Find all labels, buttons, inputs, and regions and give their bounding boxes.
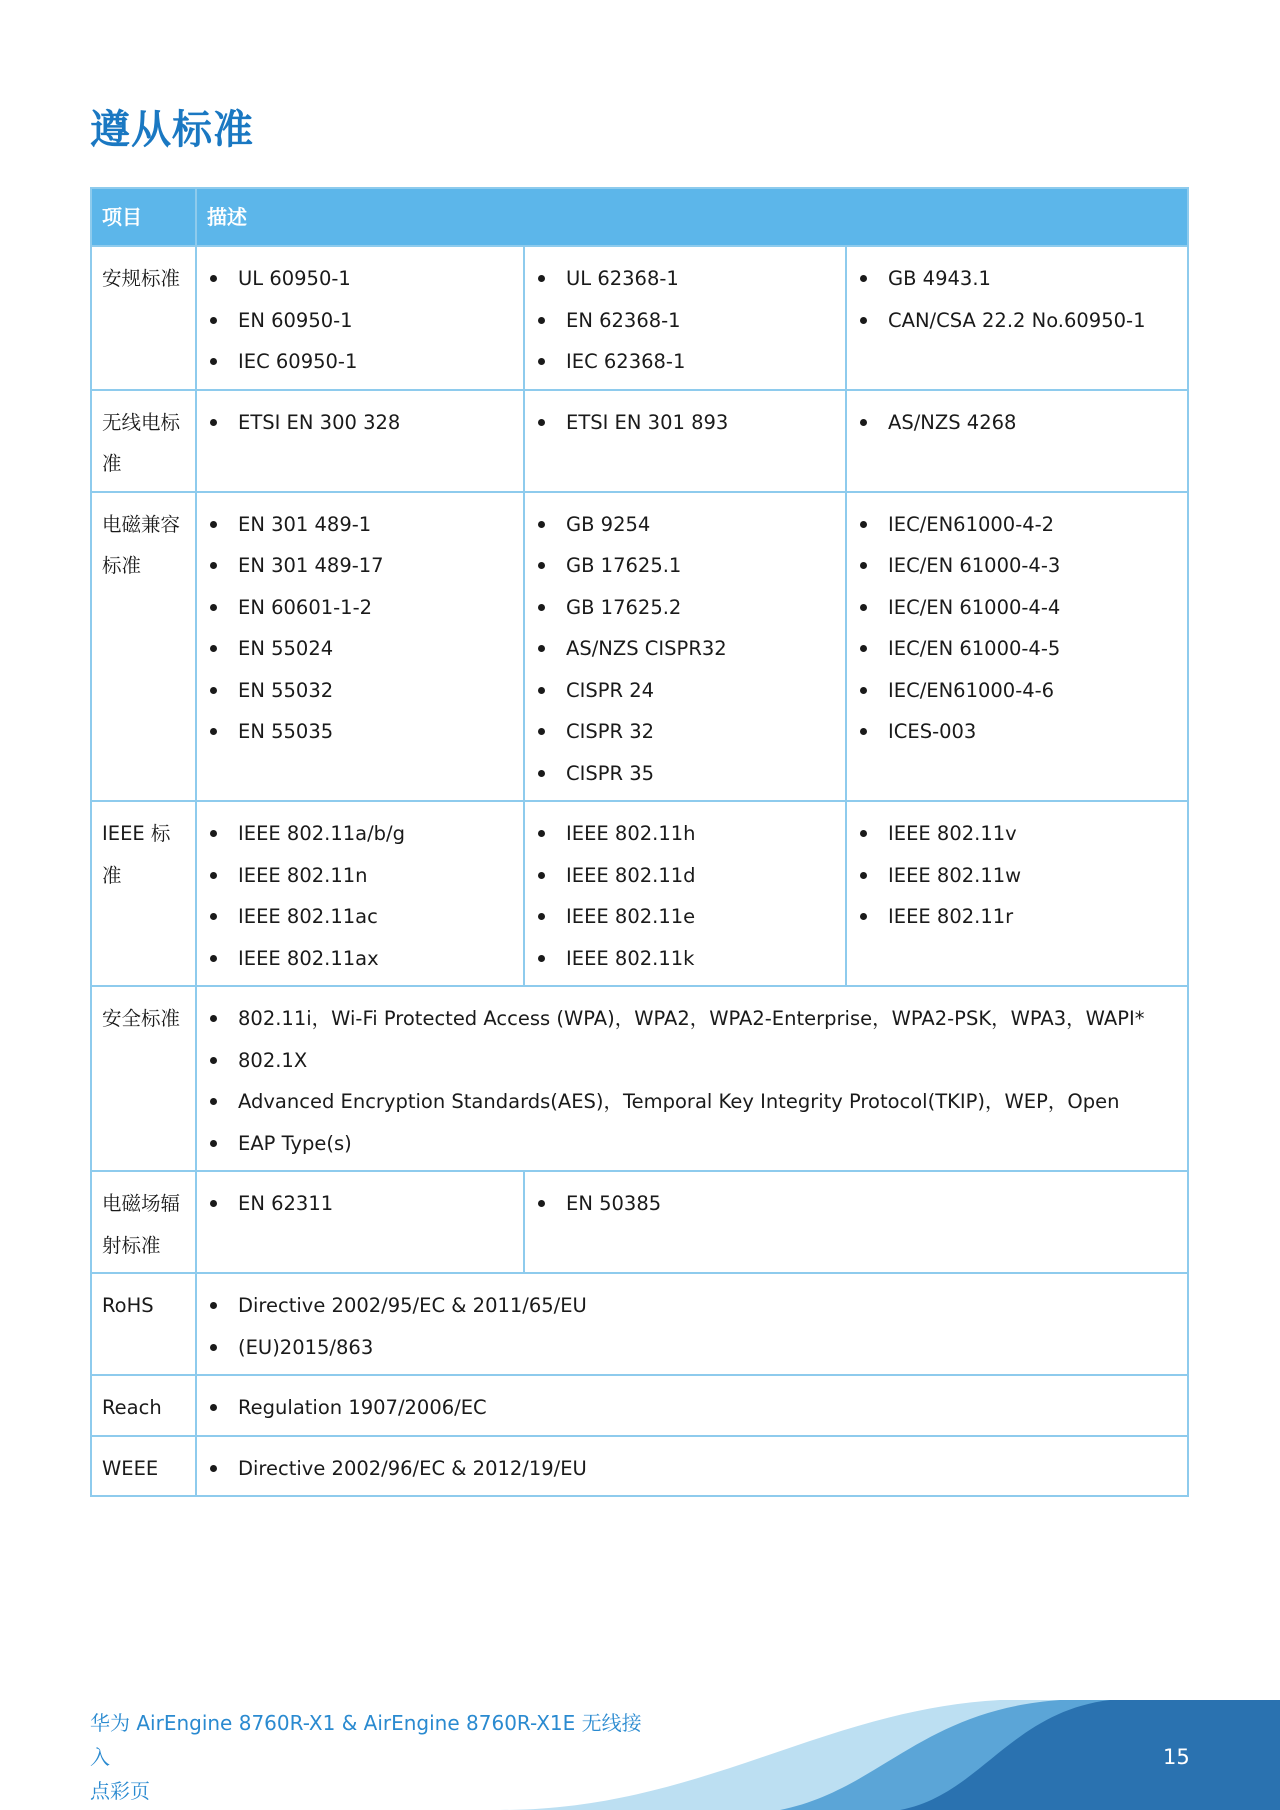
footer-doc-title xyxy=(90,1706,650,1808)
table-row xyxy=(91,1375,1188,1436)
cell xyxy=(846,492,1188,802)
list-item: EN 62311 xyxy=(207,1183,513,1225)
cell xyxy=(196,1273,1188,1375)
page-title: 遵从标准 xyxy=(90,107,254,153)
list-item: IEC 62368-1 xyxy=(535,341,835,383)
row-label: 电磁兼容标准 xyxy=(91,492,196,802)
table-row xyxy=(91,390,1188,492)
list-item: IEC/EN 61000-4-5 xyxy=(857,628,1177,670)
list-item: IEC/EN61000-4-2 xyxy=(857,504,1177,546)
row-label: 电磁场辐射标准 xyxy=(91,1171,196,1273)
header-item: 项目 xyxy=(91,188,196,246)
list-item: IEEE 802.11ax xyxy=(207,938,513,980)
list-item: EN 55024 xyxy=(207,628,513,670)
cell xyxy=(846,246,1188,390)
list-item: Directive 2002/95/EC & 2011/65/EU xyxy=(207,1285,1177,1327)
list-item: ICES-003 xyxy=(857,711,1177,753)
table-row xyxy=(91,1171,1188,1273)
row-label: 安规标准 xyxy=(91,246,196,390)
cell xyxy=(196,1375,1188,1436)
cell xyxy=(196,1436,1188,1497)
list-item: AS/NZS 4268 xyxy=(857,402,1177,444)
list-item: EN 55032 xyxy=(207,670,513,712)
row-label: 安全标准 xyxy=(91,986,196,1171)
list-item: IEC/EN 61000-4-4 xyxy=(857,587,1177,629)
table-row xyxy=(91,492,1188,802)
cell xyxy=(196,390,524,492)
list-item: CISPR 24 xyxy=(535,670,835,712)
cell xyxy=(524,801,846,986)
list-item: Directive 2002/96/EC & 2012/19/EU xyxy=(207,1448,1177,1490)
cell xyxy=(196,246,524,390)
table-header-row xyxy=(91,188,1188,246)
cell xyxy=(196,801,524,986)
list-item: EN 60950-1 xyxy=(207,300,513,342)
list-item: EN 55035 xyxy=(207,711,513,753)
list-item: ETSI EN 300 328 xyxy=(207,402,513,444)
list-item: IEC/EN 61000-4-3 xyxy=(857,545,1177,587)
list-item: EAP Type(s) xyxy=(207,1123,1177,1165)
list-item: 802.11i，Wi-Fi Protected Access (WPA)，WPA2，WPA2-Enterprise，WPA2-PSK，WPA3，WAPI* xyxy=(207,998,1177,1040)
list-item: EN 50385 xyxy=(535,1183,1177,1225)
footer-line-2: 点彩页 xyxy=(90,1779,150,1803)
list-item: IEEE 802.11e xyxy=(535,896,835,938)
row-label: WEEE xyxy=(91,1436,196,1497)
cell xyxy=(524,390,846,492)
list-item: CAN/CSA 22.2 No.60950-1 xyxy=(857,300,1177,342)
cell xyxy=(524,246,846,390)
list-item: CISPR 35 xyxy=(535,753,835,795)
list-item: UL 60950-1 xyxy=(207,258,513,300)
list-item: Regulation 1907/2006/EC xyxy=(207,1387,1177,1429)
list-item: IEEE 802.11r xyxy=(857,896,1177,938)
cell xyxy=(196,986,1188,1171)
list-item: IEEE 802.11n xyxy=(207,855,513,897)
standards-table xyxy=(90,187,1189,1497)
list-item: IEEE 802.11a/b/g xyxy=(207,813,513,855)
cell xyxy=(196,492,524,802)
list-item: IEEE 802.11v xyxy=(857,813,1177,855)
list-item: CISPR 32 xyxy=(535,711,835,753)
row-label: RoHS xyxy=(91,1273,196,1375)
cell xyxy=(524,1171,1188,1273)
list-item: GB 9254 xyxy=(535,504,835,546)
cell xyxy=(846,390,1188,492)
list-item: EN 62368-1 xyxy=(535,300,835,342)
list-item: IEC 60950-1 xyxy=(207,341,513,383)
list-item: ETSI EN 301 893 xyxy=(535,402,835,444)
footer-line-1: 华为 AirEngine 8760R-X1 & AirEngine 8760R-X1E 无线接入 xyxy=(90,1711,642,1769)
row-label: Reach xyxy=(91,1375,196,1436)
table-row xyxy=(91,246,1188,390)
list-item: IEEE 802.11d xyxy=(535,855,835,897)
row-label: 无线电标准 xyxy=(91,390,196,492)
list-item: AS/NZS CISPR32 xyxy=(535,628,835,670)
table-row xyxy=(91,1436,1188,1497)
list-item: EN 301 489-1 xyxy=(207,504,513,546)
header-desc: 描述 xyxy=(196,188,1188,246)
cell xyxy=(524,492,846,802)
list-item: Advanced Encryption Standards(AES)，Temporal Key Integrity Protocol(TKIP)，WEP，Open xyxy=(207,1081,1177,1123)
list-item: IEEE 802.11h xyxy=(535,813,835,855)
table-row xyxy=(91,1273,1188,1375)
list-item: IEEE 802.11ac xyxy=(207,896,513,938)
table-row xyxy=(91,801,1188,986)
list-item: 802.1X xyxy=(207,1040,1177,1082)
list-item: (EU)2015/863 xyxy=(207,1327,1177,1369)
list-item: EN 301 489-17 xyxy=(207,545,513,587)
list-item: IEC/EN61000-4-6 xyxy=(857,670,1177,712)
list-item: GB 4943.1 xyxy=(857,258,1177,300)
list-item: IEEE 802.11w xyxy=(857,855,1177,897)
list-item: GB 17625.1 xyxy=(535,545,835,587)
table-row xyxy=(91,986,1188,1171)
cell xyxy=(196,1171,524,1273)
list-item: GB 17625.2 xyxy=(535,587,835,629)
row-label: IEEE 标准 xyxy=(91,801,196,986)
page-number: 15 xyxy=(1163,1745,1190,1769)
list-item: EN 60601-1-2 xyxy=(207,587,513,629)
list-item: IEEE 802.11k xyxy=(535,938,835,980)
cell xyxy=(846,801,1188,986)
list-item: UL 62368-1 xyxy=(535,258,835,300)
